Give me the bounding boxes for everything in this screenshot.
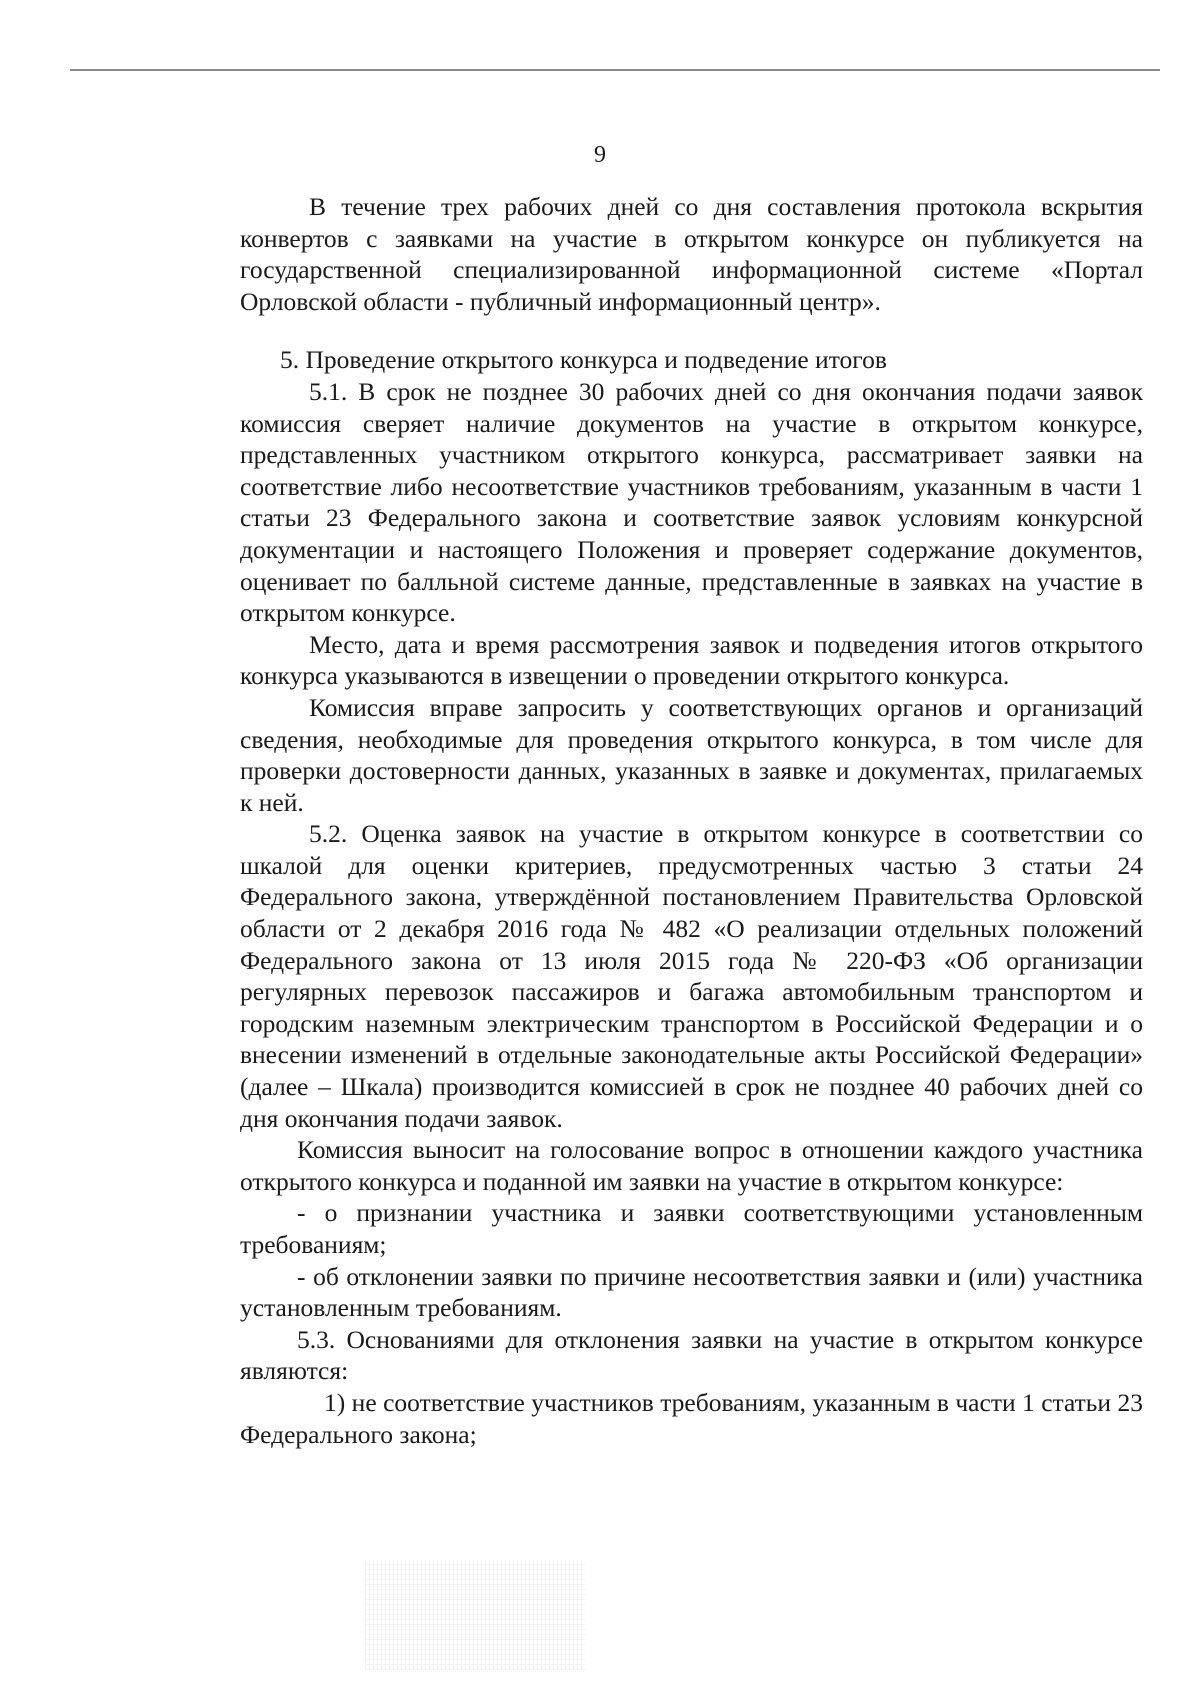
page-number: 9 bbox=[594, 142, 606, 168]
paragraph-voting: Комиссия выносит на голосование вопрос в отношении каждого участника открытого конкурса и поданной им заявки на участие в открытом конкурсе: bbox=[240, 1135, 1143, 1196]
paragraph-5-2: 5.2. Оценка заявок на участие в открытом конкурсе в соответствии со шкалой для оценки критериев, предусмотренных частью 3 статьи 24 Федерального закона, утверждённой постановлением Правительства Орловской области от 2 декабря 2016 года № 482 «О реализации отдельных положений Федерального закона от 13 июля 2015 года № 220-ФЗ «Об организации регулярных перевозок пассажиров и багажа автомобильным транспортом и городским наземным электрическим транспортом в Российской Федерации и о внесении изменений в отдельные законодательные акты Российской Федерации» (далее – Шкала) производится комиссией в срок не позднее 40 рабочих дней со дня окончания подачи заявок. bbox=[240, 819, 1143, 1133]
paragraph-commission-request: Комиссия вправе запросить у соответствующих органов и организаций сведения, необходимые для проведения открытого конкурса, в том числе для проверки достоверности данных, указанных в заявке и документах, прилагаемых к ней. bbox=[240, 692, 1143, 817]
section-heading-5: 5. Проведение открытого конкурса и подведение итогов bbox=[280, 345, 887, 375]
paragraph-5-1: 5.1. В срок не позднее 30 рабочих дней со дня окончания подачи заявок комиссия сверяет наличие документов на участие в открытом конкурсе, представленных участником открытого конкурса, рассматривает заявки на соответствие либо несоответствие участников требованиям, указанным в части 1 статьи 23 Федерального закона и соответствие заявок условиям конкурсной документации и настоящего Положения и проверяет содержание документов, оценивает по балльной системе данные, представленные в заявках на участие в открытом конкурсе. bbox=[240, 376, 1143, 628]
paragraph-5-3: 5.3. Основаниями для отклонения заявки на участие в открытом конкурсе являются: bbox=[240, 1324, 1143, 1386]
list-item-grounds-1: 1) не соответствие участников требованиям, указанным в части 1 статьи 23 Федерального закона; bbox=[240, 1387, 1143, 1449]
list-item-recognition: - о признании участника и заявки соответствующими установленным требованиям; bbox=[240, 1198, 1143, 1259]
paragraph-place-date-time: Место, дата и время рассмотрения заявок и подведения итогов открытого конкурса указываются в извещении о проведении открытого конкурса. bbox=[240, 629, 1143, 691]
scan-top-rule bbox=[70, 69, 1160, 71]
paragraph-protocol-publication: В течение трех рабочих дней со дня составления протокола вскрытия конвертов с заявками на участие в открытом конкурсе он публикуется на государственной специализированной информационной системе «Портал Орловской области - публичный информационный центр». bbox=[240, 192, 1143, 316]
paragraph-gap bbox=[240, 317, 1143, 344]
list-item-rejection: - об отклонении заявки по причине несоответствия заявки и (или) участника установленным требованиям. bbox=[240, 1261, 1143, 1323]
scan-artifact bbox=[365, 1560, 585, 1670]
document-body bbox=[240, 191, 1143, 1450]
